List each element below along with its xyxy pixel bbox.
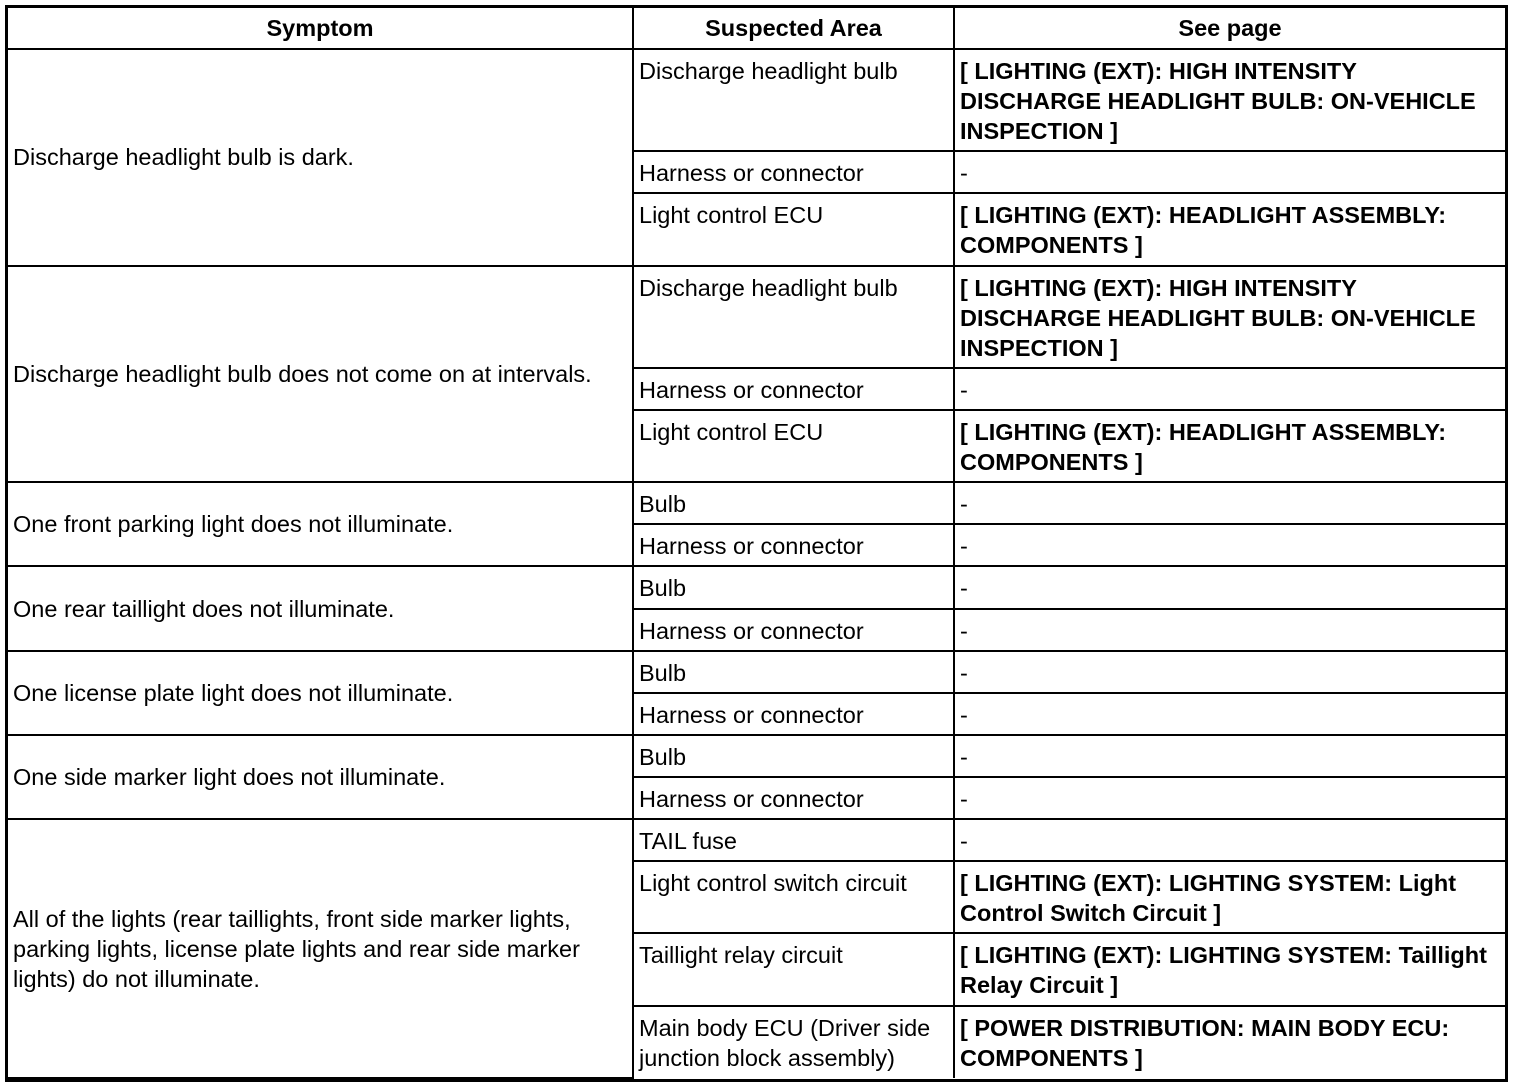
suspected-area-cell: Harness or connector: [633, 151, 954, 193]
suspected-area-cell: Bulb: [633, 651, 954, 693]
symptom-cell: One rear taillight does not illuminate.: [8, 566, 633, 650]
suspected-area-cell: Main body ECU (Driver side junction block assembly): [633, 1006, 954, 1078]
see-page-reference: [ LIGHTING (EXT): HIGH INTENSITY DISCHARGE HEADLIGHT BULB: ON-VEHICLE INSPECTION ]: [954, 266, 1505, 368]
suspected-area-cell: Harness or connector: [633, 777, 954, 819]
table-row: [8, 651, 1505, 693]
suspected-area-cell: Light control ECU: [633, 193, 954, 265]
header-row: [8, 8, 1505, 49]
see-page-reference: [ LIGHTING (EXT): LIGHTING SYSTEM: Light Control Switch Circuit ]: [954, 861, 1505, 933]
table-row: [8, 566, 1505, 608]
suspected-area-cell: Harness or connector: [633, 368, 954, 410]
table-row: [8, 482, 1505, 524]
see-page-reference: [ LIGHTING (EXT): LIGHTING SYSTEM: Taillight Relay Circuit ]: [954, 933, 1505, 1005]
see-page-none: -: [954, 368, 1505, 410]
troubleshooting-table-container: [5, 5, 1508, 1082]
suspected-area-cell: Bulb: [633, 566, 954, 608]
symptom-cell: One side marker light does not illuminate.: [8, 735, 633, 819]
symptom-cell: Discharge headlight bulb does not come on at intervals.: [8, 266, 633, 483]
suspected-area-cell: Light control ECU: [633, 410, 954, 482]
see-page-reference: [ LIGHTING (EXT): HEADLIGHT ASSEMBLY: COMPONENTS ]: [954, 410, 1505, 482]
suspected-area-cell: Discharge headlight bulb: [633, 49, 954, 151]
see-page-none: -: [954, 693, 1505, 735]
see-page-none: -: [954, 566, 1505, 608]
suspected-area-cell: TAIL fuse: [633, 819, 954, 861]
see-page-none: -: [954, 651, 1505, 693]
table-row: [8, 49, 1505, 151]
see-page-none: -: [954, 777, 1505, 819]
symptom-cell: All of the lights (rear taillights, front side marker lights, parking lights, license plate lights and rear side marker lights) do not illuminate.: [8, 819, 633, 1078]
see-page-none: -: [954, 524, 1505, 566]
see-page-none: -: [954, 735, 1505, 777]
suspected-area-cell: Harness or connector: [633, 609, 954, 651]
suspected-area-cell: Bulb: [633, 482, 954, 524]
header-suspected-area: Suspected Area: [633, 8, 954, 49]
suspected-area-cell: Discharge headlight bulb: [633, 266, 954, 368]
suspected-area-cell: Harness or connector: [633, 693, 954, 735]
symptom-cell: One license plate light does not illuminate.: [8, 651, 633, 735]
suspected-area-cell: Taillight relay circuit: [633, 933, 954, 1005]
troubleshooting-table: [8, 8, 1505, 1079]
suspected-area-cell: Harness or connector: [633, 524, 954, 566]
see-page-none: -: [954, 819, 1505, 861]
header-symptom: Symptom: [8, 8, 633, 49]
see-page-none: -: [954, 609, 1505, 651]
suspected-area-cell: Light control switch circuit: [633, 861, 954, 933]
suspected-area-cell: Bulb: [633, 735, 954, 777]
see-page-none: -: [954, 482, 1505, 524]
see-page-reference: [ POWER DISTRIBUTION: MAIN BODY ECU: COMPONENTS ]: [954, 1006, 1505, 1078]
symptom-cell: Discharge headlight bulb is dark.: [8, 49, 633, 266]
symptom-cell: One front parking light does not illuminate.: [8, 482, 633, 566]
see-page-reference: [ LIGHTING (EXT): HEADLIGHT ASSEMBLY: COMPONENTS ]: [954, 193, 1505, 265]
see-page-none: -: [954, 151, 1505, 193]
table-row: [8, 735, 1505, 777]
table-row: [8, 266, 1505, 368]
table-row: [8, 819, 1505, 861]
see-page-reference: [ LIGHTING (EXT): HIGH INTENSITY DISCHARGE HEADLIGHT BULB: ON-VEHICLE INSPECTION ]: [954, 49, 1505, 151]
header-see-page: See page: [954, 8, 1505, 49]
